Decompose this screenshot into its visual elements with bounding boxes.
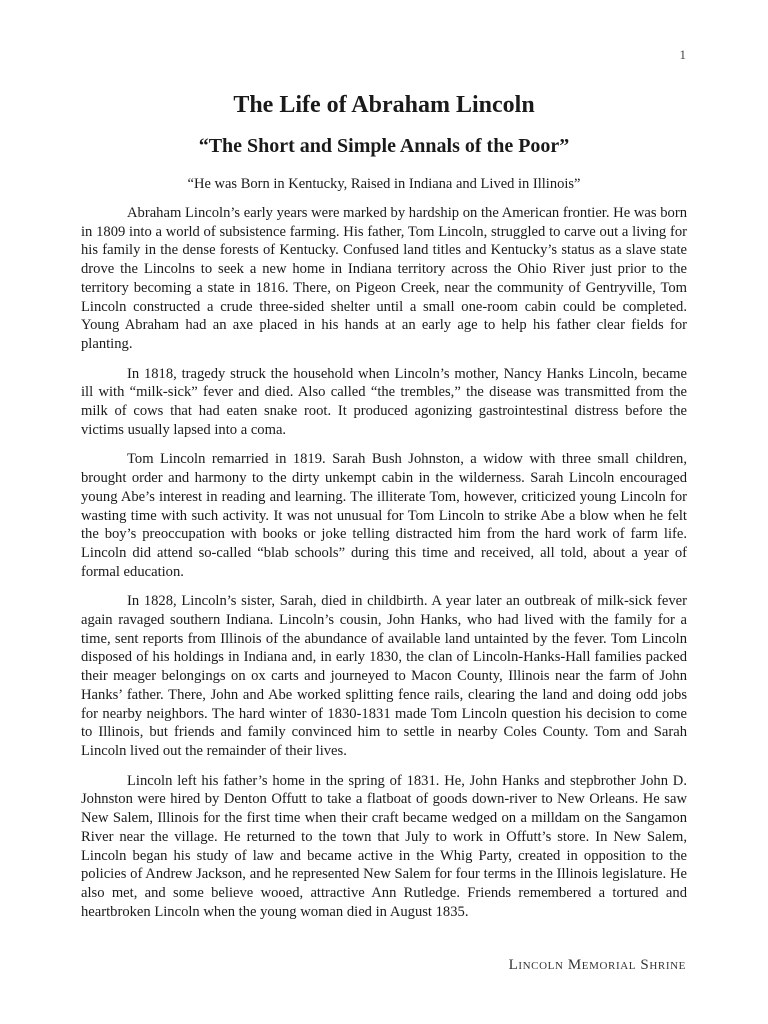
page-subtitle: “The Short and Simple Annals of the Poor” bbox=[198, 135, 570, 157]
page-number: 1 bbox=[679, 47, 686, 62]
page-title: The Life of Abraham Lincoln bbox=[233, 92, 535, 118]
footer-organization: Lincoln Memorial Shrine bbox=[508, 957, 686, 973]
paragraph: Tom Lincoln remarried in 1819. Sarah Bush Johnston, a widow with three small children, brought order and harmony to the dirty unkempt cabin in the wilderness. Sarah Lincoln encouraged young Abe’s interest in reading and learning. The illiterate Tom, however, criticized young Lincoln for wasting time with such activity. It was not unusual for Tom Lincoln to strike Abe a blow when he felt the boy’s preoccupation with books or joke telling distracted him from the hard work of farm life. Lincoln did attend so-called “blab schools” during this time and received, all told, about a year of formal education. bbox=[81, 451, 687, 580]
body-text bbox=[81, 204, 687, 932]
epigraph: “He was Born in Kentucky, Raised in Indiana and Lived in Illinois” bbox=[187, 176, 581, 192]
paragraph: Lincoln left his father’s home in the spring of 1831. He, John Hanks and stepbrother John D. Johnston were hired by Denton Offutt to take a flatboat of goods down-river to New Orleans. He saw New Salem, Illinois for the first time when their craft became wedged on a milldam on the Sangamon River near the village. He returned to the town that July to work in Offutt’s store. In New Salem, Lincoln began his study of law and became active in the Whig Party, created in opposition to the policies of Andrew Jackson, and he represented New Salem for four terms in the Illinois legislature. He also met, and some believe wooed, attractive Ann Rutledge. Friends remembered a tortured and heartbroken Lincoln when the young woman died in August 1835. bbox=[81, 772, 687, 920]
paragraph: Abraham Lincoln’s early years were marked by hardship on the American frontier. He was born in 1809 into a world of subsistence farming. His father, Tom Lincoln, struggled to carve out a living for his family in the dense forests of Kentucky. Confused land titles and Kentucky’s status as a slave state drove the Lincolns to seek a new home in Indiana territory across the Ohio River just prior to the territory becoming a state in 1816. There, on Pigeon Creek, near the community of Gentryville, Tom Lincoln constructed a crude three-sided shelter until a small one-room cabin could be completed. Young Abraham had an axe placed in his hands at an early age to help his father clear fields for planting. bbox=[81, 205, 687, 352]
paragraph: In 1828, Lincoln’s sister, Sarah, died in childbirth. A year later an outbreak of milk-sick fever again ravaged southern Indiana. Lincoln’s cousin, John Hanks, who had lived with the family for a time, sent reports from Illinois of the abundance of available land untainted by the fever. Tom Lincoln disposed of his holdings in Indiana and, in early 1830, the clan of Lincoln-Hanks-Hall families packed their meager belongings on ox carts and journeyed to Macon County, Illinois near the farm of John Hanks’ father. There, John and Abe worked splitting fence rails, clearing the land and doing odd jobs for nearby neighbors. The hard winter of 1830-1831 made Tom Lincoln question his decision to come to Illinois, but friends and family convinced him to settle in nearby Coles County. Tom and Sarah Lincoln lived out the remainder of their lives. bbox=[81, 593, 687, 759]
paragraph: In 1818, tragedy struck the household when Lincoln’s mother, Nancy Hanks Lincoln, became ill with “milk-sick” fever and died. Also called “the trembles,” the disease was transmitted from the milk of cows that had eaten snake root. It produced agonizing gastrointestinal distress before the victims usually lapsed into a coma. bbox=[81, 365, 687, 438]
